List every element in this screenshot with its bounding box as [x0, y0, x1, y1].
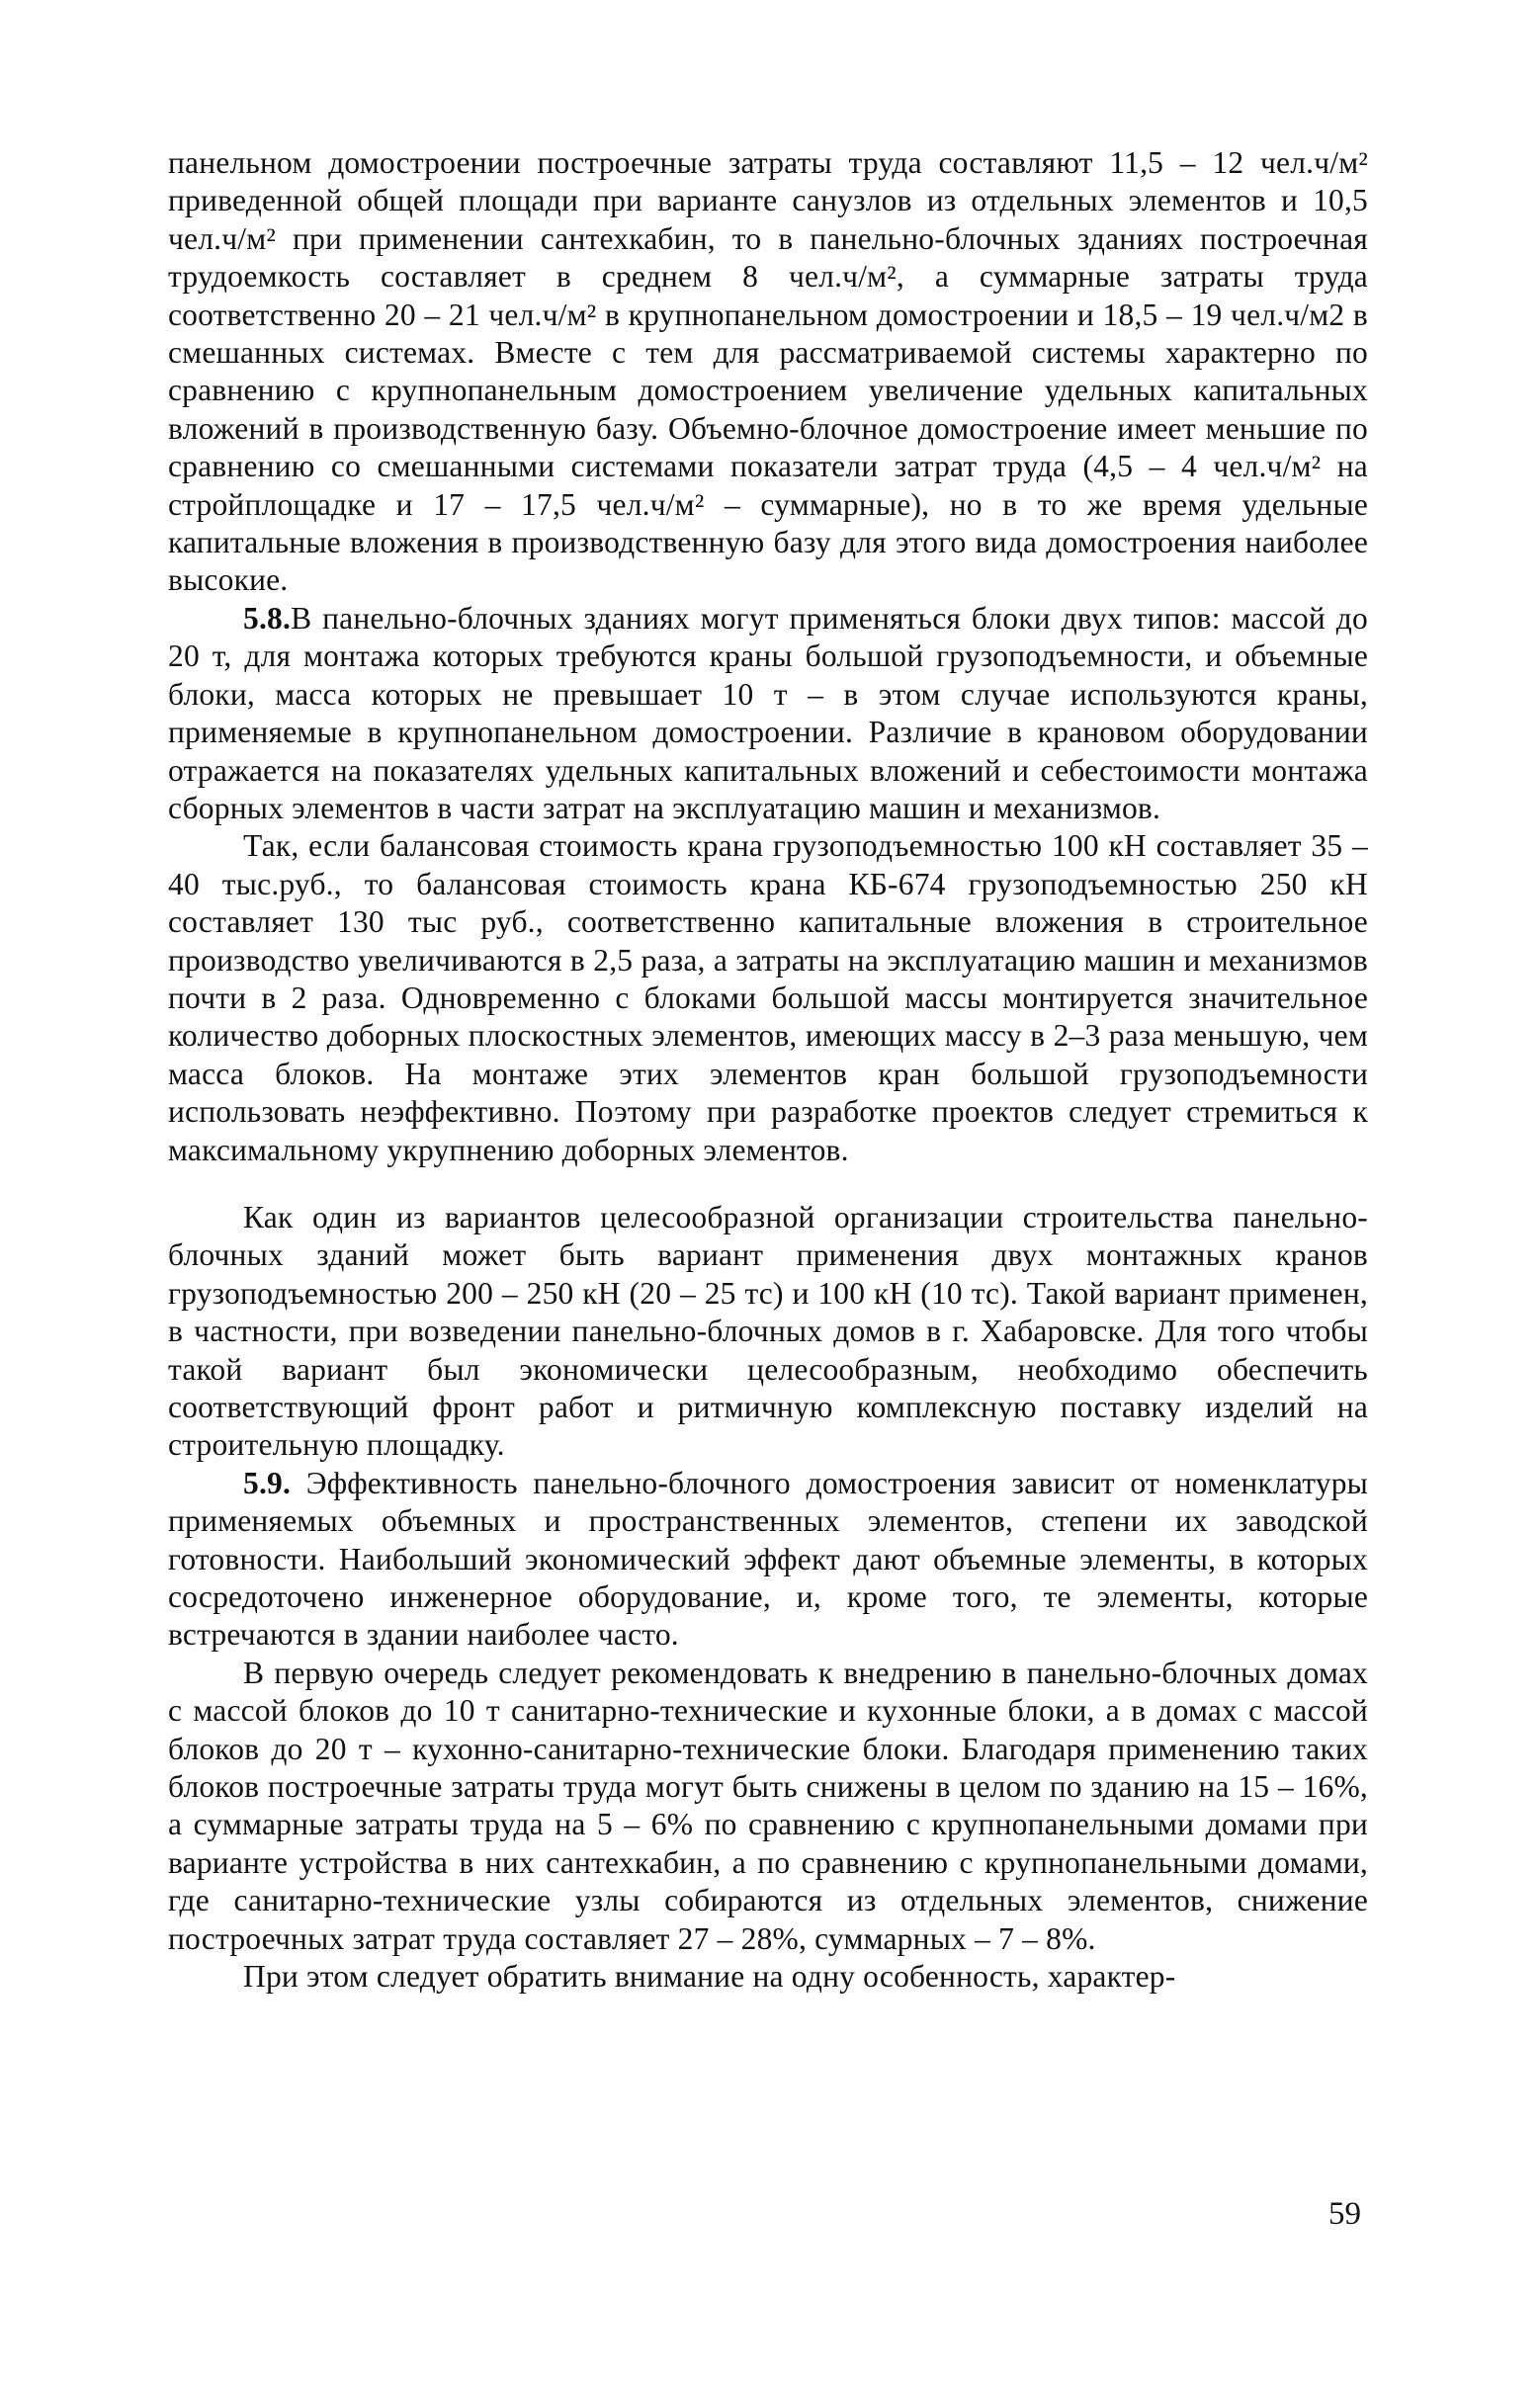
- section-number-5-8: 5.8.: [243, 600, 292, 636]
- section-5-8-text: В панельно-блочных зданиях могут применяться блоки двух типов: массой до 20 т, для монтажа которых требуются краны большой грузоподъемности, и объемные блоки, масса которых не превышает 10 т – в этом случае используются краны, применяемые в крупнопанельном домостроении. Различие в крановом оборудовании отражается на показателях удельных капитальных вложений и себестоимости монтажа сборных элементов в части затрат на эксплуатацию машин и механизмов.: [168, 600, 1368, 825]
- page-number: 59: [1328, 2196, 1361, 2232]
- paragraph-section-5-9: [168, 1465, 1368, 1655]
- paragraph-closing: При этом следует обратить внимание на одну особенность, характер-: [243, 1959, 1176, 1995]
- body-text: [168, 144, 1368, 1997]
- paragraph-two-cranes-variant: Как один из вариантов целесообразной организации строительства панельно-блочных зданий может быть вариант применения двух монтажных кранов грузоподъемностью 200 – 250 кН (20 – 25 тс) и 100 кН (10 тс). Такой вариант применен, в частности, при возведении панельно-блочных домов в г. Хабаровске. Для того чтобы такой вариант был экономически целесообразным, необходимо обеспечить соответствующий фронт работ и ритмичную комплексную поставку изделий на строительную площадку.: [168, 1199, 1368, 1463]
- section-5-9-text: Эффективность панельно-блочного домостроения зависит от номенклатуры применяемых объемных и пространственных элементов, степени их заводской готовности. Наибольший экономический эффект дают объемные элементы, в которых сосредоточено инженерное оборудование, и, кроме того, те элементы, которые встречаются в здании наиболее часто.: [168, 1465, 1369, 1653]
- paragraph-section-5-8: [168, 600, 1368, 827]
- section-number-5-9: 5.9.: [243, 1465, 292, 1500]
- paragraph-crane-cost: Так, если балансовая стоимость крана грузоподъемностью 100 кН составляет 35 – 40 тыс.руб., то балансовая стоимость крана КБ-674 грузоподъемностью 250 кН составляет 130 тыс руб., соответственно капитальные вложения в строительное производство увеличиваются в 2,5 раза, а затраты на эксплуатацию машин и механизмов почти в 2 раза. Одновременно с блоками большой массы монтируется значительное количество доборных плоскостных элементов, имеющих массу в 2–3 раза меньшую, чем масса блоков. На монтаже этих элементов кран большой грузоподъемности использовать неэффективно. Поэтому при разработке проектов следует стремиться к максимальному укрупнению доборных элементов.: [168, 828, 1368, 1167]
- paragraph-continued-intro: панельном домостроении построечные затраты труда составляют 11,5 – 12 чел.ч/м² приведенной общей площади при варианте санузлов из отдельных элементов и 10,5 чел.ч/м² при применении сантехкабин, то в панельно-блочных зданиях построечная трудоемкость составляет в среднем 8 чел.ч/м², а суммарные затраты труда соответственно 20 – 21 чел.ч/м² в крупнопанельном домостроении и 18,5 – 19 чел.ч/м2 в смешанных системах. Вместе с тем для рассматриваемой системы характерно по сравнению с крупнопанельным домостроением увеличение удельных капитальных вложений в производственную базу. Объемно-блочное домостроение имеет меньшие по сравнению со смешанными системами показатели затрат труда (4,5 – 4 чел.ч/м² на стройплощадке и 17 – 17,5 чел.ч/м² – суммарные), но в то же время удельные капитальные вложения в производственную базу для этого вида домостроения наиболее высокие.: [168, 145, 1368, 598]
- paragraph-recommendations: В первую очередь следует рекомендовать к внедрению в панельно-блочных домах с массой блоков до 10 т санитарно-технические и кухонные блоки, а в домах с массой блоков до 20 т – кухонно-санитарно-технические блоки. Благодаря применению таких блоков построечные затраты труда могут быть снижены в целом по зданию на 15 – 16%, а суммарные затраты труда на 5 – 6% по сравнению с крупнопанельными домами при варианте устройства в них сантехкабин, а по сравнению с крупнопанельными домами, где санитарно-технические узлы собираются из отдельных элементов, снижение построечных затрат труда составляет 27 – 28%, суммарных – 7 – 8%.: [168, 1655, 1368, 1956]
